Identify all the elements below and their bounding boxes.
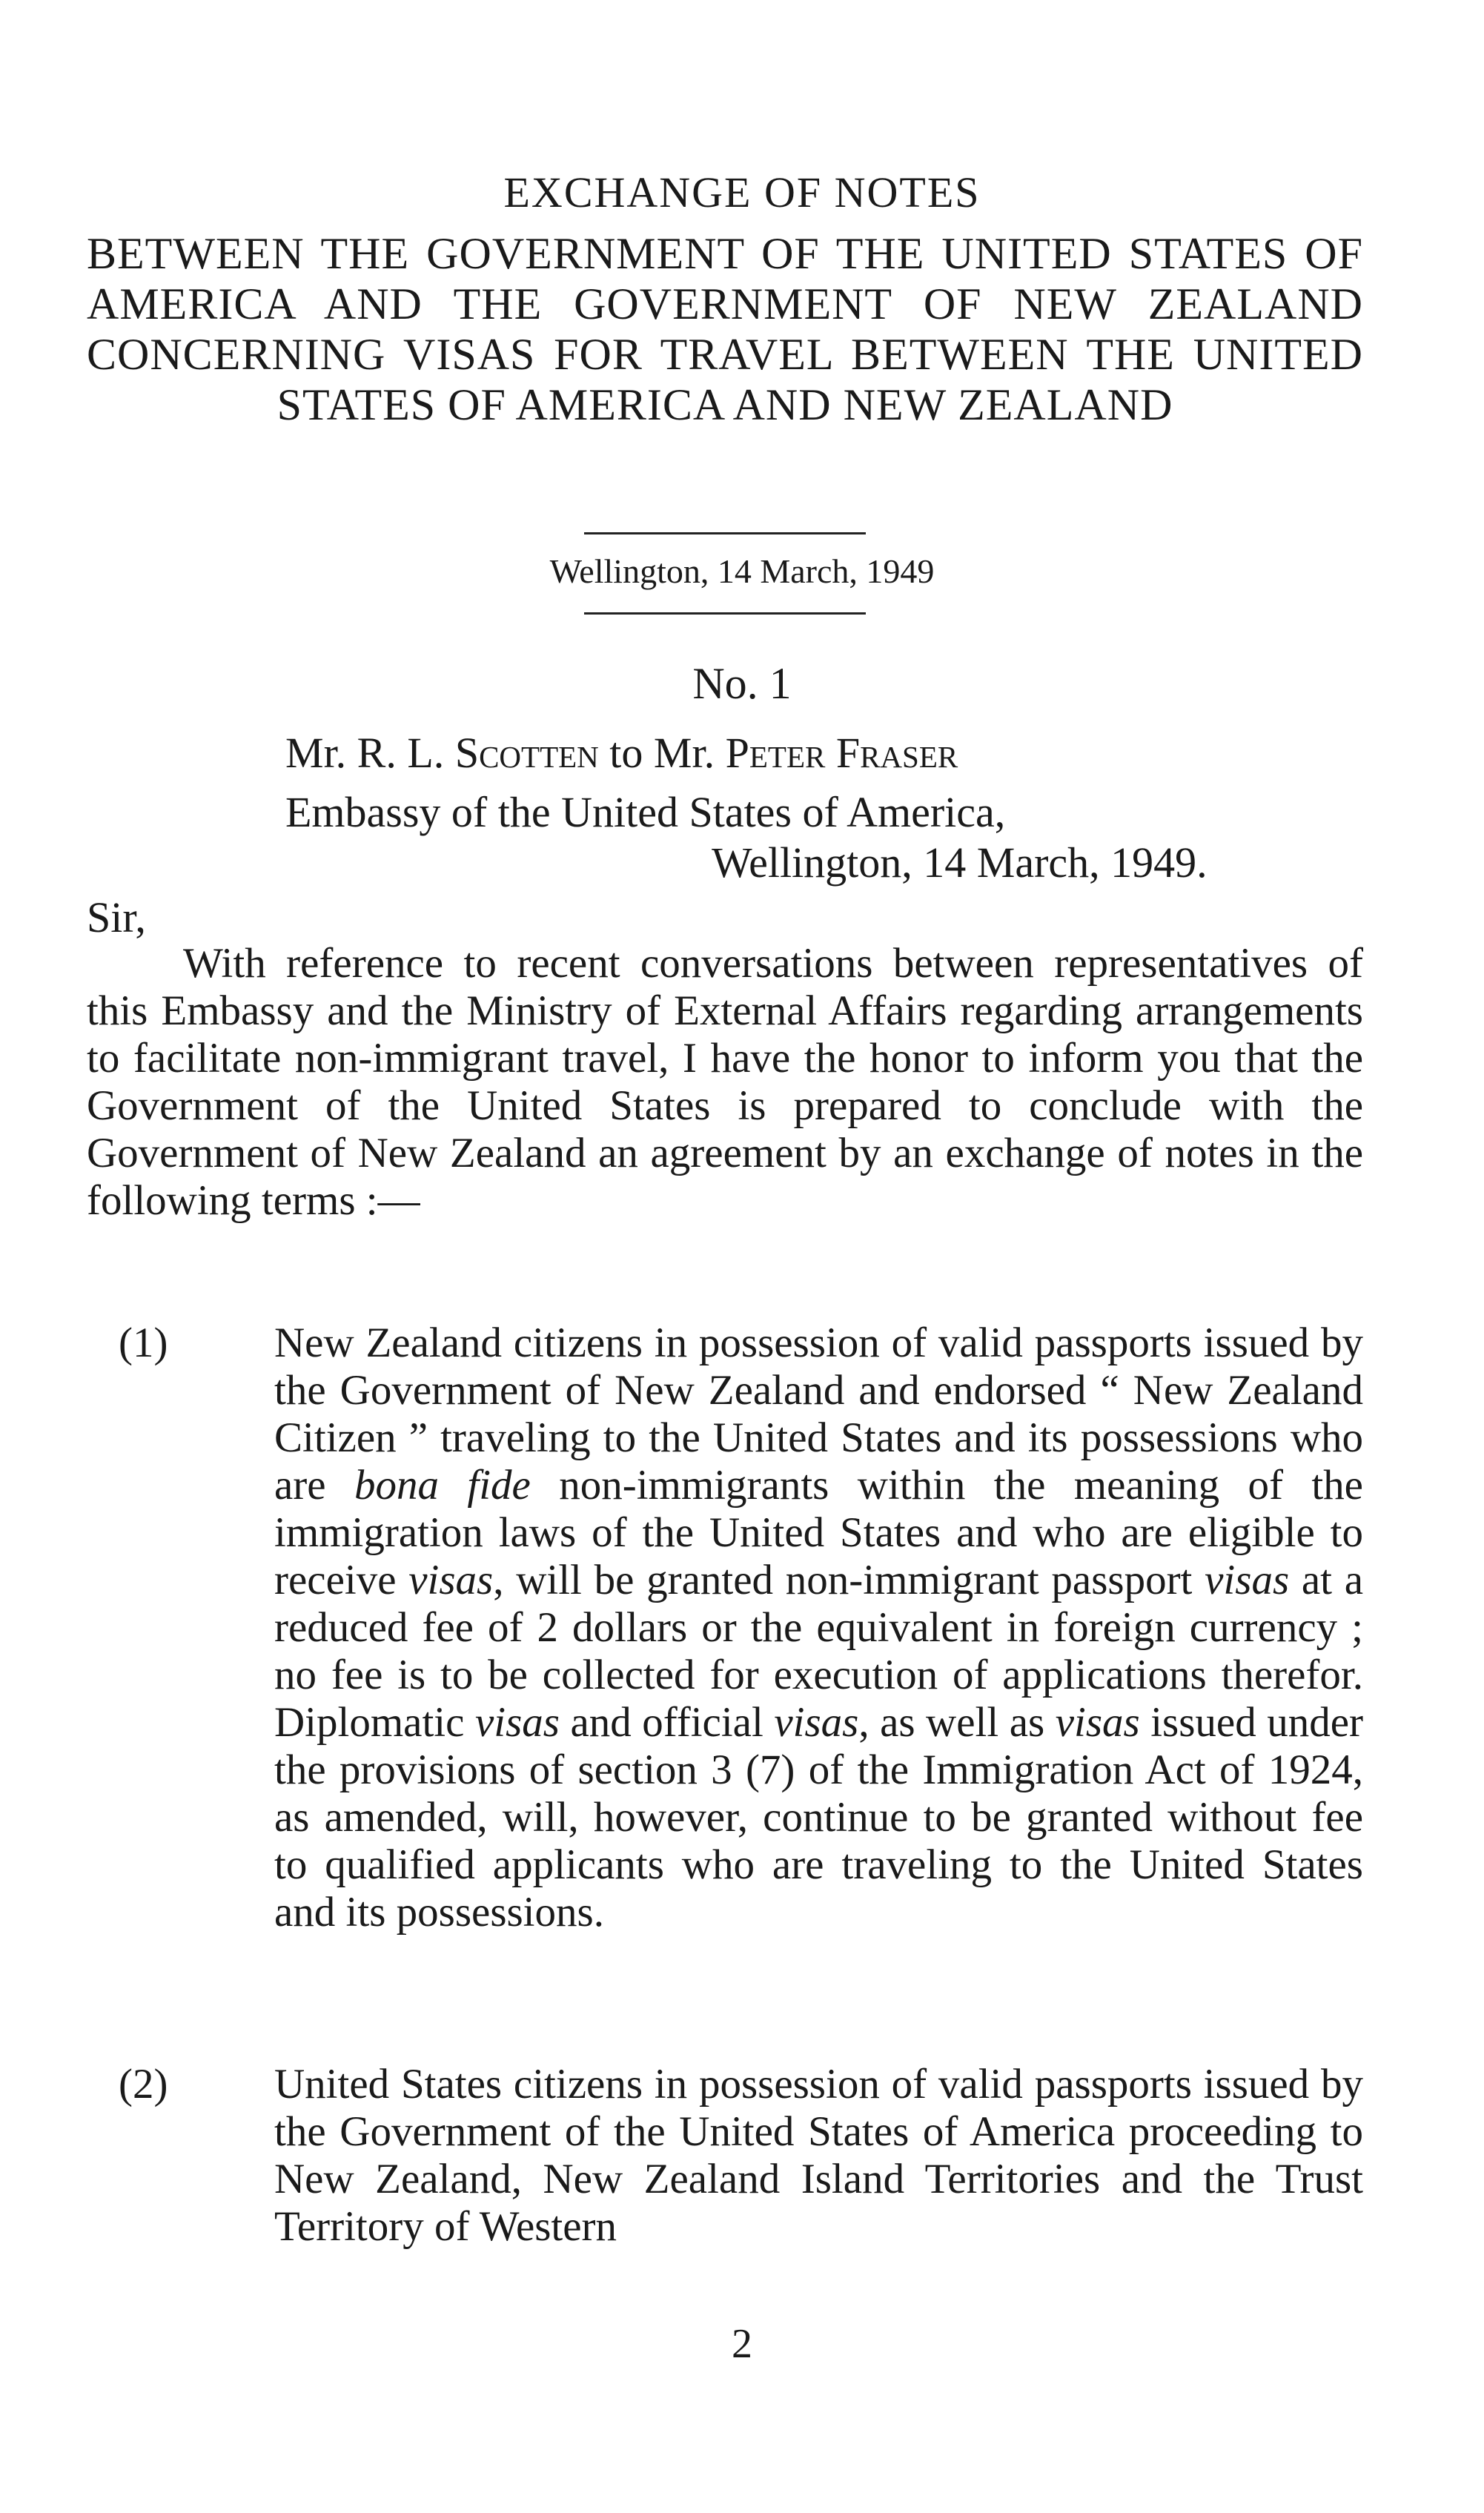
recipient-name: Peter Fraser (725, 729, 958, 777)
list-item: (2) United States citizens in possession of valid passports issued by the Government of the United States of America proceeding to New Zealand, New Zealand Island Territories and the Trust Territory of Western (119, 2061, 1363, 2250)
to-word: to (609, 729, 643, 777)
note-number: No. 1 (692, 659, 792, 708)
item-number: (2) (119, 2061, 168, 2108)
sender-name: Scotten (454, 729, 599, 777)
sender-recipient-line (285, 728, 958, 778)
document-subtitle: BETWEEN THE GOVERNMENT OF THE UNITED STATES OF AMERICA AND THE GOVERNMENT OF NEW ZEALAND CONCERNING VISAS FOR TRAVEL BETWEEN THE UNITED STATES OF AMERICA AND NEW ZEALAND (87, 229, 1363, 429)
list-item: (1) New Zealand citizens in possession of valid passports issued by the Government of New Zealand and endorsed “ New Zealand Citizen ” traveling to the United States and its possessions who are bona fide non-immigrants within the meaning of the immigration laws of the United States and who are eligible to receive visas, will be granted non-immigrant passport visas at a reduced fee of 2 dollars or the equivalent in foreign currency ; no fee is to be collected for execution of applications therefor. Diplomatic visas and official visas, as well as visas issued under the provisions of section 3 (7) of the Immigration Act of 1924, as amended, will, however, continue to be granted without fee to qualified applicants who are traveling to the United States and its possessions. (119, 1320, 1363, 1936)
page-number: 2 (732, 2321, 752, 2367)
document-title: EXCHANGE OF NOTES (503, 168, 981, 216)
item-number: (1) (119, 1320, 168, 1366)
dateline: Wellington, 14 March, 1949 (549, 552, 935, 590)
divider-top (584, 532, 866, 534)
salutation: Sir, (87, 893, 146, 941)
embassy-address: Embassy of the United States of America, (285, 788, 1006, 836)
sender-prefix: Mr. R. L. (285, 729, 445, 777)
intro-paragraph: With reference to recent conversations between representatives of this Embassy and the Ministry of External Affairs regarding arrangements to facilitate non-immigrant travel, I have the honor to inform you that the Government of the United States is prepared to conclude with the Government of New Zealand an agreement by an exchange of notes in the following terms :— (87, 940, 1363, 1224)
embassy-date: Wellington, 14 March, 1949. (712, 838, 1208, 887)
divider-bottom (584, 612, 866, 615)
recipient-prefix: Mr. (653, 729, 715, 777)
